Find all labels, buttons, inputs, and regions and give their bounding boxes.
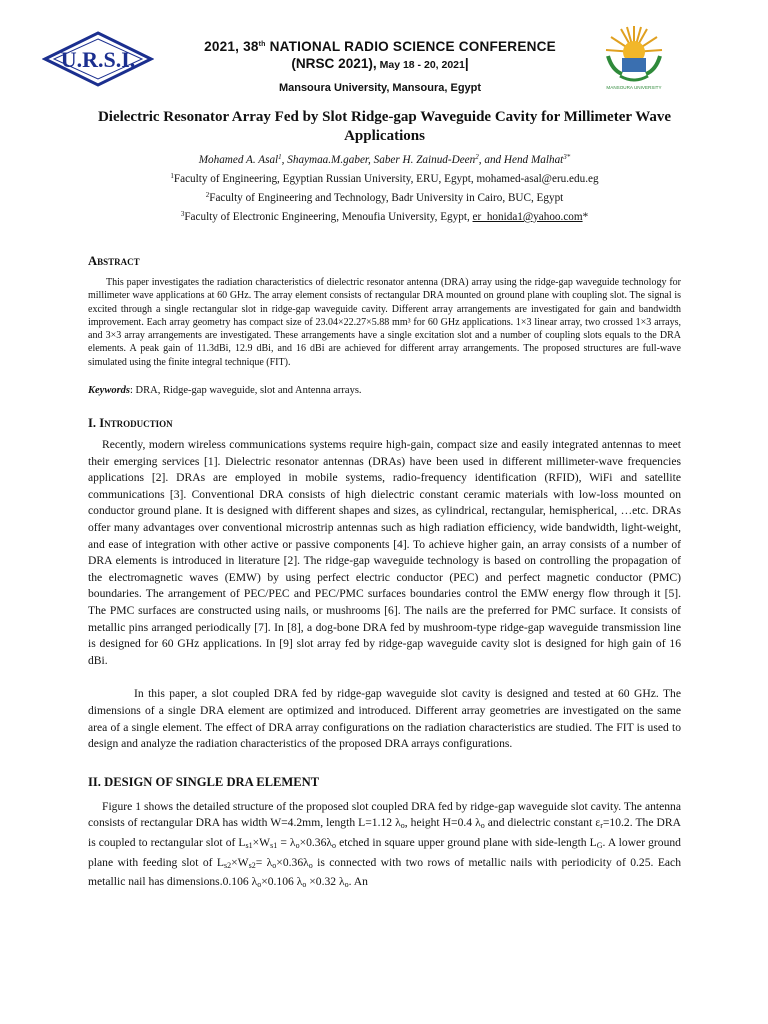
introduction-paragraph-2: In this paper, a slot coupled DRA fed by ridge-gap waveguide slot cavity is designed and tested at 60 GHz. The dimensions of a single DRA element are optimized and introduced. Different array geometries are investigated on the same area of a single element. The effect of DRA array configurations on the radiation characteristics are studied. The FIT is used to design and analyze the radiation characteristics of the proposed DRA arrays configurations.	[88, 687, 681, 751]
subscript: o	[480, 821, 485, 831]
affiliation-sup: 3	[180, 210, 185, 218]
subscript: s2	[224, 860, 232, 870]
subscript: o	[257, 880, 262, 890]
affiliation-text: Faculty of Engineering and Technology, Badr University in Cairo, BUC, Egypt	[209, 192, 564, 204]
author-sup: 3*	[563, 153, 571, 161]
conference-dates: May 18 - 20, 2021	[376, 59, 465, 71]
conference-header	[0, 0, 768, 102]
affiliation-sup: 1	[170, 172, 174, 180]
conference-abbr-dates	[160, 56, 600, 71]
emblem-text: MANSOURA UNIVERSITY	[606, 85, 662, 90]
text-run: =10.2. The DRA is coupled to rectangular slot of L	[88, 816, 681, 849]
affiliation-1	[88, 168, 681, 187]
text-run: = λ	[255, 855, 273, 869]
paper-body	[88, 108, 681, 894]
conference-name: NATIONAL RADIO SCIENCE CONFERENCE	[265, 39, 556, 54]
affiliation-3	[88, 206, 681, 225]
affiliation-tail: *	[582, 211, 589, 223]
subscript: o	[344, 880, 349, 890]
keywords-text: : DRA, Ridge-gap waveguide, slot and Antenna arrays.	[130, 385, 362, 397]
design-paragraph-1	[88, 799, 681, 894]
conference-abbr: (NRSC 2021),	[291, 56, 377, 71]
author-name: , and Hend Malhat	[478, 154, 564, 166]
subscript: o	[272, 860, 277, 870]
keywords	[88, 384, 681, 398]
ursi-logo-icon	[42, 30, 154, 88]
author-sup: 1	[278, 153, 282, 161]
subscript: s1	[270, 840, 278, 850]
design-heading: II. DESIGN OF SINGLE DRA ELEMENT	[88, 774, 320, 789]
conference-location: Mansoura University, Mansoura, Egypt	[278, 82, 482, 94]
introduction-heading	[88, 416, 681, 431]
subscript: o	[308, 860, 313, 870]
subscript: s1	[245, 840, 253, 850]
subscript: s2	[248, 860, 256, 870]
subscript: o	[400, 821, 405, 831]
text-run: and dielectric constant ε	[484, 816, 601, 830]
mansoura-university-emblem-icon	[598, 22, 670, 92]
conference-ordinal: th	[258, 41, 266, 48]
author-name: , Shaymaa.M.gaber, Saber H. Zainud-Deen	[281, 154, 476, 166]
abstract-text: This paper investigates the radiation characteristics of dielectric resonator antenna (DRA) array using the ridge-gap waveguide technology for millimeter wave applications at 60 GHz. The array element consists of rectangular DRA mounted on ground plane with coupling slot. The signal is excited through a single rectangular slot in ridge-gap waveguide cavity. Different array arrangements are investigated for gain and bandwidth improvement. Each array geometry has compact size of 23.04×22.27×5.88 mm³ for 60 GHz applications. 1×3 linear array, two crossed 1×3 arrays, and 3×3 array arrangements are investigated. These arrangements have a single excitation slot and a number of coupling slots equals to the DRA elements. A peak gain of 11.3dBi, 12.9 dBi, and 16 dBi are achieved for different array arrangements. The proposed structures are full-wave simulated using the finite integral technique (FIT).	[88, 277, 681, 368]
text-run: ×0.106 λ	[261, 875, 303, 889]
text-run: . An	[348, 875, 368, 889]
conference-title	[160, 39, 600, 54]
section-number: I.	[88, 416, 100, 431]
text-cursor: |	[464, 56, 469, 71]
text-run: is connected with two rows of metallic nails with periodicity of 0.25. Each metallic nail has dimensions.0.106 λ	[88, 855, 681, 889]
text-run: ×W	[252, 835, 271, 849]
affiliation-text: Faculty of Engineering, Egyptian Russian University, ERU, Egypt, mohamed-asal@eru.edu.eg	[173, 173, 599, 185]
ursi-logo-text: U.R.S.I.	[60, 47, 136, 72]
subscript: o	[332, 840, 337, 850]
affiliation-text: Faculty of Electronic Engineering, Menoufia University, Egypt,	[184, 211, 473, 223]
paper-title: Dielectric Resonator Array Fed by Slot Ridge-gap Waveguide Cavity for Millimeter Wave Applications	[97, 109, 672, 144]
email-link[interactable]: er_honida1@yahoo.com	[472, 211, 583, 223]
text-run: Figure 1 shows the detailed structure of the proposed slot coupled DRA fed by ridge-gap waveguide slot cavity. The antenna consists of rectangular DRA has width W=4.2mm, length L=1.12 λ	[88, 799, 681, 830]
author-sup: 2	[475, 153, 479, 161]
affiliation-2	[88, 187, 681, 206]
text-run: . A lower ground plane with feeding slot of L	[88, 835, 681, 869]
text-run: = λ	[277, 835, 296, 849]
abstract-heading	[88, 254, 681, 269]
author-list	[88, 150, 681, 168]
introduction-heading-text: Introduction	[99, 416, 173, 431]
text-run: , height H=0.4 λ	[404, 816, 481, 830]
text-run: ×0.32 λ	[306, 875, 345, 889]
affiliation-sup: 2	[205, 191, 210, 199]
subscript: G	[596, 840, 603, 850]
text-run: ×0.36λ	[276, 855, 309, 869]
introduction-paragraph-1: Recently, modern wireless communications systems require high-gain, compact size and easily integrated antennas to meet their emerging services [1]. Dielectric resonator antennas (DRAs) have been used in different millimeter-wave frequencies applications [2]. DRAs are employed in mobile systems, radio-frequency identification (RFID), WiFi and satellite communications [3]. Conventional DRA consists of high dielectric constant ceramic materials with low-loss mounted on conductor ground plane. It is designed with different shapes and sizes, as cylindrical, rectangular, hemispherical, …etc. DRAs offer many advantages over conventional microstrip antennas such as high radiation efficiency, wide bandwidth, light-weight, and ease of integration with other active or passive components [4]. To achieve higher gain, an array consists of a number of DRA elements is introduced in literature [2]. The ridge-gap waveguide technology is based on controlling the propagation of the electromagnetic waves (EMW) by using perfect electric conductor (PEC) and perfect magnetic conductor (PMC) boundaries. The arrangement of PEC/PEC and PEC/PMC surfaces boundaries control the EMW energy flow through it [5]. The PMC surfaces are constructed using nails, or mushrooms [6]. The nails are the preferred for PMC surface. It consists of metallic pins arranged periodically [7]. In [8], a dog-bone DRA fed by mushroom-type ridge-gap waveguide transmission line is designed for 60 GHz applications. In [9] slot array fed by ridge-gap waveguide cavity slot is designed for high gain of 16 dBi.	[88, 438, 681, 667]
text-run: ×W	[231, 855, 249, 869]
text-run: etched in square upper ground plane with side-length L	[336, 835, 597, 849]
subscript: r	[600, 821, 603, 831]
conference-year: 2021, 38	[204, 39, 259, 54]
subscript: o	[295, 840, 300, 850]
abstract-heading-text: Abstract	[88, 254, 140, 268]
text-run: ×0.36λ	[299, 835, 333, 849]
author-name: Mohamed A. Asal	[198, 154, 279, 166]
keywords-label: Keywords	[88, 385, 130, 397]
subscript: o	[302, 880, 307, 890]
